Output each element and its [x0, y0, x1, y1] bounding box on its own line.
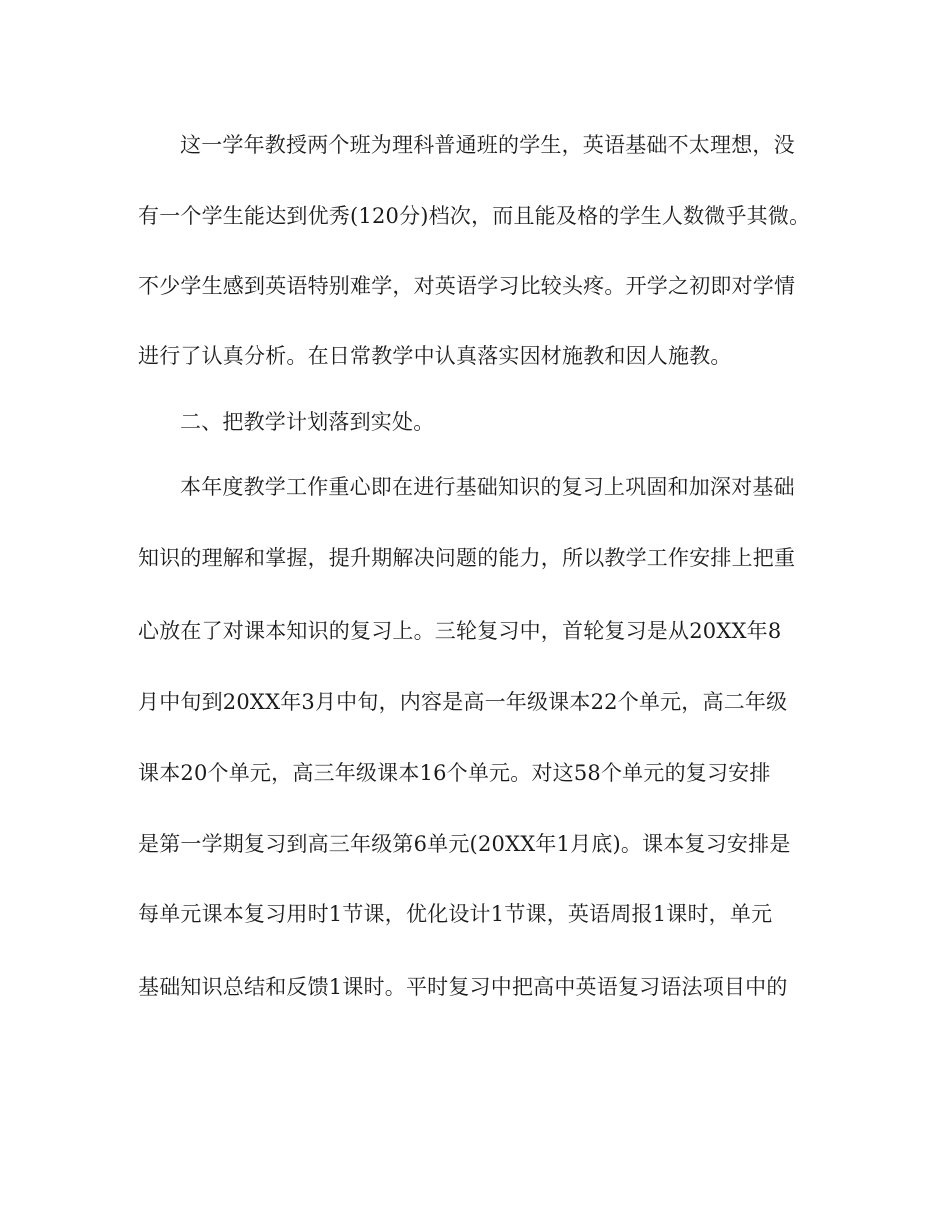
paragraph-line: 不少学生感到英语特别难学，对英语学习比较头疼。开学之初即对学情	[138, 274, 796, 298]
paragraph-line: 基础知识总结和反馈1课时。平时复习中把高中英语复习语法项目中的	[138, 975, 788, 999]
paragraph-line: 每单元课本复习用时1节课，优化设计1节课，英语周报1课时，单元	[138, 902, 773, 926]
section-heading: 二、把教学计划落到实处。	[180, 410, 435, 434]
paragraph-line: 是第一学期复习到高三年级第6单元(20XX年1月底)。课本复习安排是	[138, 832, 791, 856]
paragraph-line: 心放在了对课本知识的复习上。三轮复习中，首轮复习是从20XX年8	[138, 619, 782, 643]
paragraph-line: 月中旬到20XX年3月中旬，内容是高一年级课本22个单元，高二年级	[138, 690, 788, 714]
paragraph-line: 知识的理解和掌握，提升期解决问题的能力，所以教学工作安排上把重	[138, 546, 796, 570]
paragraph-line: 课本20个单元，高三年级课本16个单元。对这58个单元的复习安排	[138, 761, 771, 785]
paragraph-line: 本年度教学工作重心即在进行基础知识的复习上巩固和加深对基础	[180, 475, 795, 499]
paragraph-line: 进行了认真分析。在日常教学中认真落实因材施教和因人施教。	[138, 344, 732, 368]
paragraph-line: 这一学年教授两个班为理科普通班的学生，英语基础不太理想，没	[180, 133, 795, 157]
paragraph-line: 有一个学生能达到优秀(120分)档次，而且能及格的学生人数微乎其微。	[138, 204, 811, 228]
